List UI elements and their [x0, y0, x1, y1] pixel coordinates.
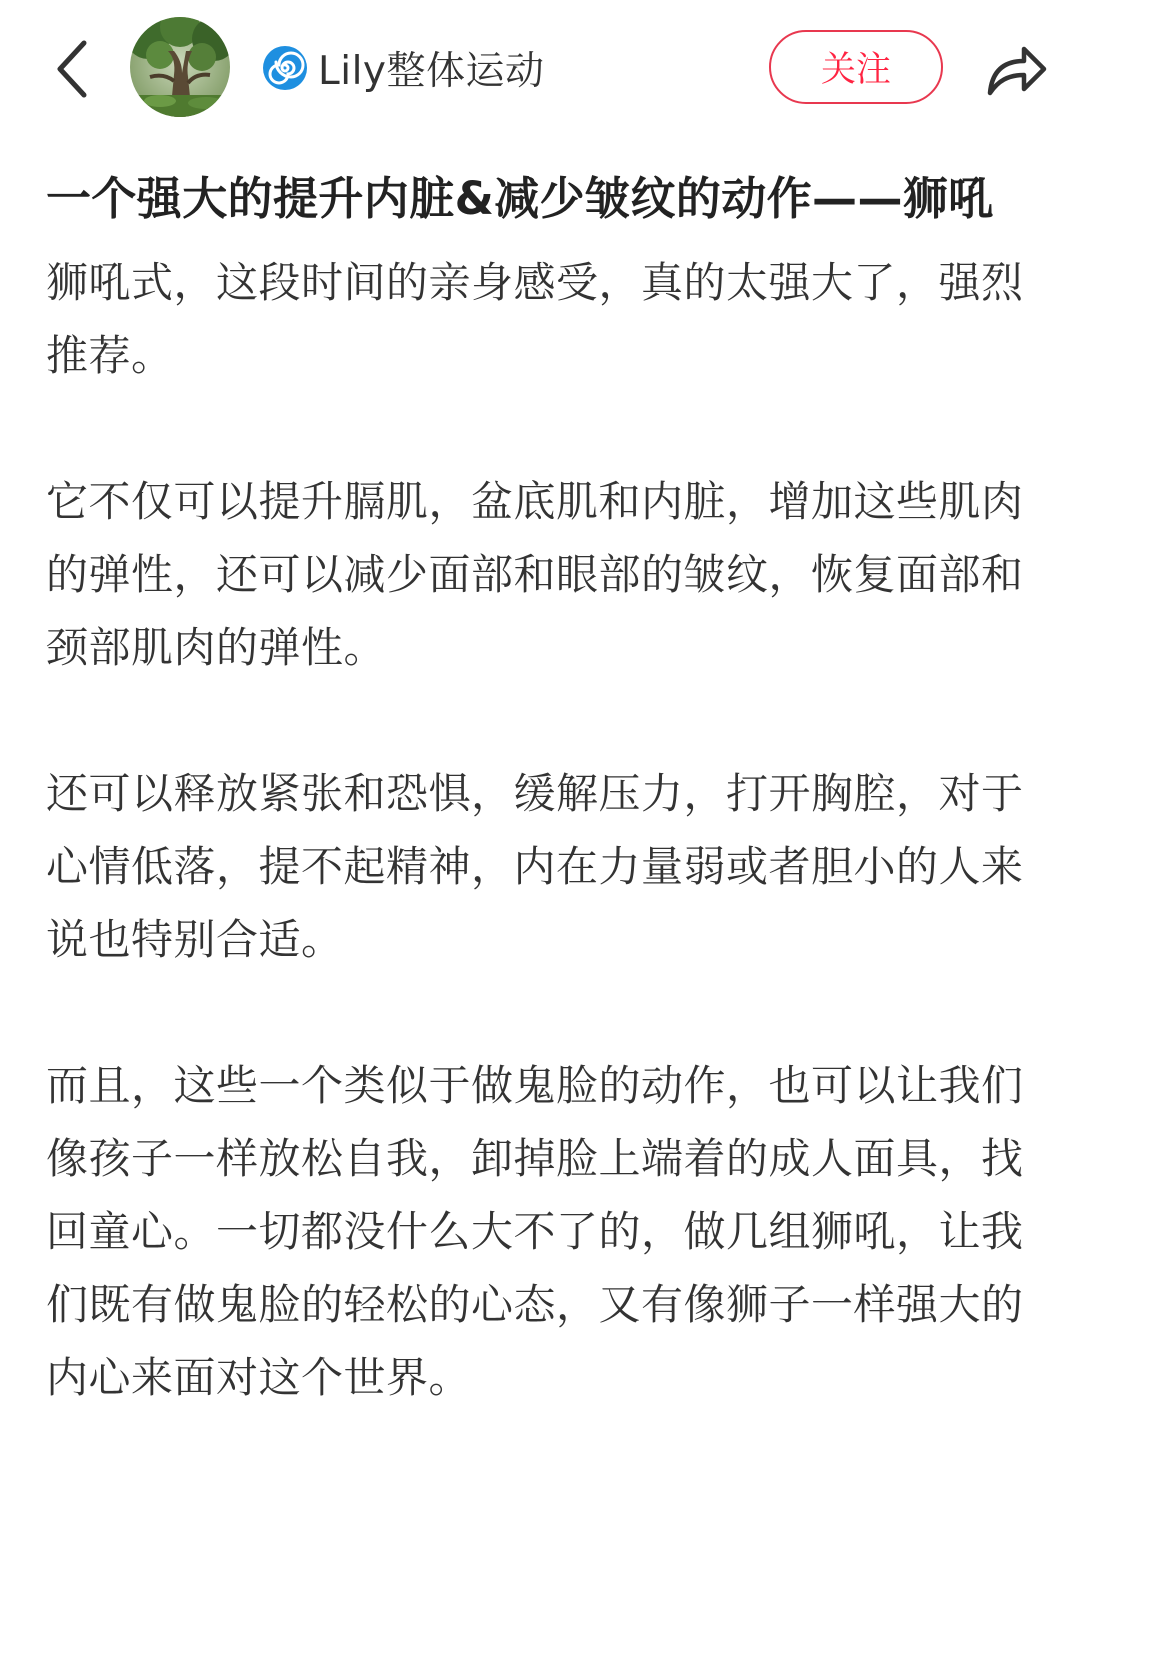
- follow-button[interactable]: [769, 30, 943, 104]
- post-content: [46, 160, 1041, 1487]
- avatar-tree-image: [130, 17, 230, 117]
- chevron-left-icon: [54, 39, 90, 99]
- post-title: 一个强大的提升内脏&减少皱纹的动作——狮吼: [46, 172, 994, 225]
- post-paragraph: 而且，这些一个类似于做鬼脸的动作，也可以让我们像孩子一样放松自我，卸掉脸上端着的成人面具，找回童心。一切都没什么大不了的，做几组狮吼，让我们既有做鬼脸的轻松的心态，又有像狮子一样强大的内心来面对这个世界。: [46, 1061, 1024, 1402]
- back-button[interactable]: [42, 34, 102, 104]
- author-name: Lily整体运动: [318, 49, 545, 94]
- author-info[interactable]: [262, 38, 544, 98]
- follow-label: 关注: [820, 50, 891, 90]
- avatar[interactable]: [130, 17, 230, 117]
- post-paragraph: 狮吼式，这段时间的亲身感受，真的太强大了，强烈推荐。: [46, 258, 1024, 380]
- swirl-icon: [262, 45, 308, 91]
- share-button[interactable]: [980, 36, 1052, 102]
- share-arrow-icon: [984, 41, 1048, 97]
- post-paragraph: 它不仅可以提升膈肌，盆底肌和内脏，增加这些肌肉的弹性，还可以减少面部和眼部的皱纹，恢复面部和颈部肌肉的弹性。: [46, 477, 1024, 672]
- top-bar: [0, 0, 1100, 140]
- post-paragraph: 还可以释放紧张和恐惧，缓解压力，打开胸腔，对于心情低落，提不起精神，内在力量弱或者胆小的人来说也特别合适。: [46, 769, 1024, 964]
